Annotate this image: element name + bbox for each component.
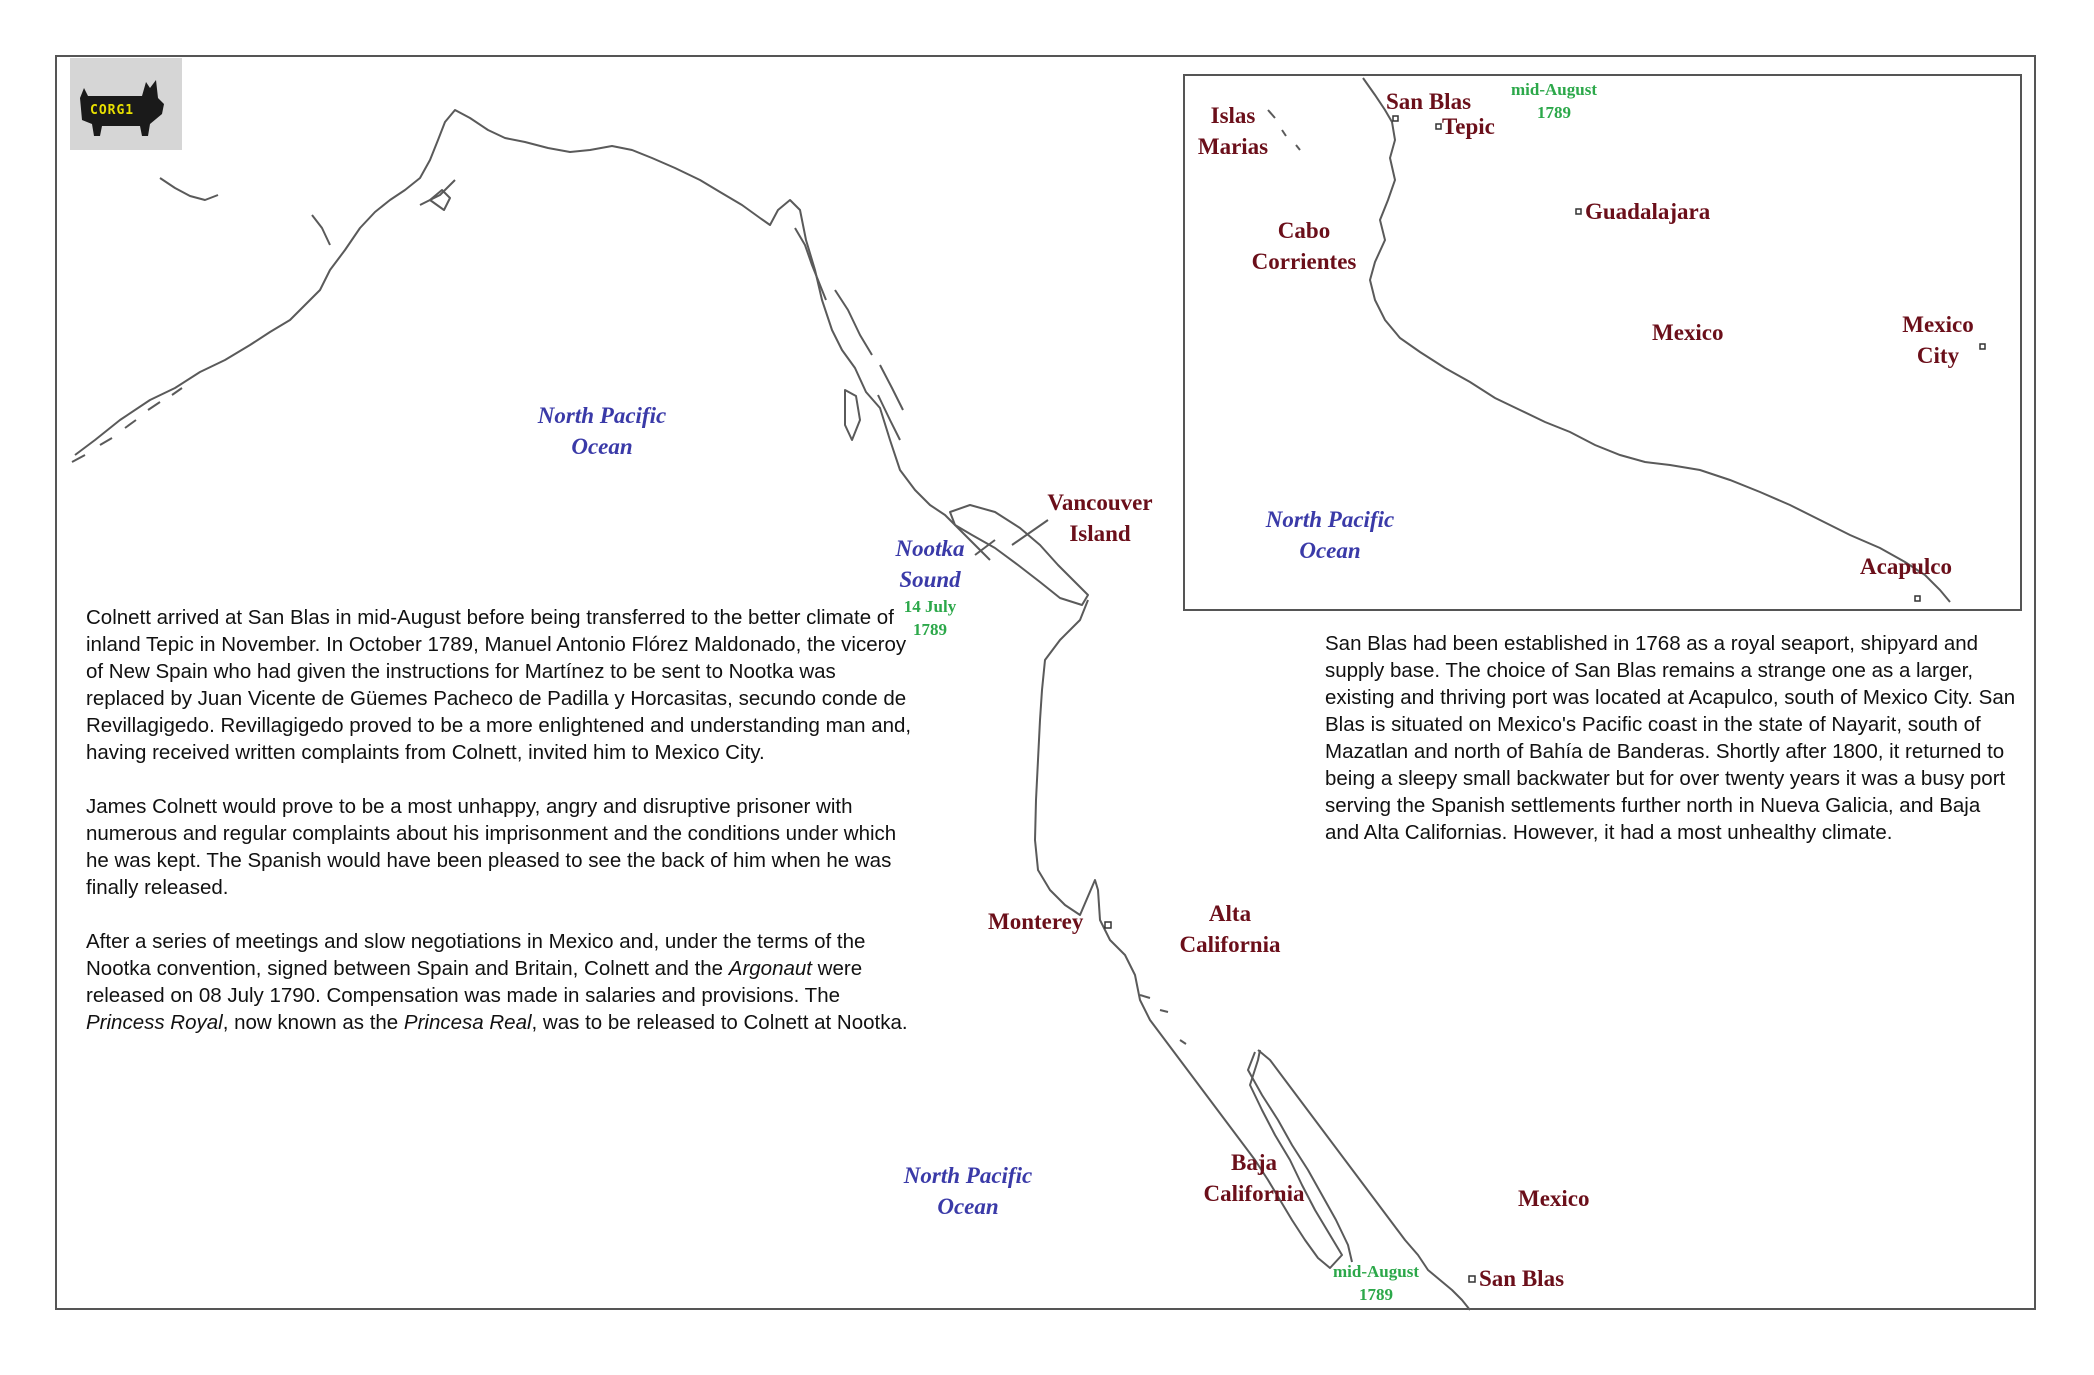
san-blas-marker [1469,1276,1475,1282]
inset-ocean-line2: Ocean [1299,538,1361,564]
san-blas-label: San Blas [1479,1266,1565,1291]
cabo-corrientes-label [1244,215,1364,277]
baja-line2: California [1203,1181,1305,1207]
islas-line1: Islas [1210,103,1256,128]
alaska-peninsula-inner [160,178,455,245]
monterey-label: Monterey [988,909,1084,934]
inset-ocean-label [1250,504,1410,566]
p3-part-c: , now known as the [222,1011,404,1034]
vancouver-line2: Island [1069,521,1131,547]
acapulco-label: Acapulco [1860,554,1952,579]
p3-part-a: After a series of meetings and slow negotiations in Mexico and, under the terms of the Nootka convention, signed between Spain and Britain, Colnett and the [86,930,866,980]
argonaut-italic: Argonaut [728,957,812,980]
north-pacific-south-label [888,1160,1048,1222]
haida-gwaii [845,390,860,440]
baja-line1: Baja [1231,1150,1277,1175]
inset-mexico-label: Mexico [1652,320,1724,345]
corgi-logo [70,58,182,150]
alta-line1: Alta [1208,901,1252,926]
inset-san-blas-label: San Blas [1386,89,1472,114]
princess-royal-italic: Princess Royal [86,1011,223,1034]
islas-line2: Marias [1197,134,1269,160]
logo-text: CORG1 [90,103,135,118]
inset-date-line1: mid-August [1511,80,1597,99]
vancouver-line1: Vancouver [1047,490,1153,515]
ocean-south-line2: Ocean [937,1194,999,1220]
inset-date-line2: 1789 [1537,102,1571,122]
mexico-city-line1: Mexico [1902,312,1974,337]
inset-date-label [1494,79,1614,125]
cabo-line1: Cabo [1277,218,1331,243]
monterey-marker [1105,922,1111,928]
islas-marias-label [1183,100,1283,162]
right-paragraph-1: San Blas had been established in 1768 as a royal seaport, shipyard and supply base. The choice of San Blas remains a strange one as a larger, existing and thriving port was located at Acapulco, south of Mexico City. San Blas is situated on Mexico's Pacific coast in the state of Nayarit, south of Mazatlan and north of Bahía de Banderas. Shortly after 1800, it returned to being a sleepy small backwater but for over twenty years it was a busy port serving the Spanish settlements further north in Nueva Galicia, and Baja and Alta Californias. However, it had a most unhealthy climate. [1325,632,2016,844]
p3-part-d: , was to be released to Colnett at Nootka. [531,1011,908,1034]
ocean-label-line1: North Pacific [537,403,667,428]
alta-california-label [1160,898,1300,960]
san-blas-date-line2: 1789 [1359,1284,1393,1304]
alta-line2: California [1179,932,1281,958]
san-blas-date-line1: mid-August [1333,1262,1419,1281]
cabo-line2: Corrientes [1251,249,1357,275]
mexico-label: Mexico [1518,1186,1590,1211]
inset-ocean-line1: North Pacific [1265,507,1395,532]
guadalajara-label: Guadalajara [1585,199,1711,224]
right-text-block [1325,630,2020,873]
north-pacific-label [522,400,682,462]
p3-part-b: were released on 08 July 1790. Compensation was made in salaries and provisions. The [86,957,863,1007]
mexico-city-line2: City [1916,343,1960,369]
vancouver-island-label [1030,487,1170,549]
san-blas-date-label [1316,1261,1436,1307]
ocean-label-line2: Ocean [571,434,633,460]
nootka-sound-label [880,533,980,595]
inset-tepic-label: Tepic [1442,114,1495,139]
ocean-south-line1: North Pacific [903,1163,1033,1188]
mexico-city-label [1888,309,1988,371]
alexander-archipelago [795,228,903,440]
nootka-date-line2: 1789 [913,619,947,639]
left-paragraph-3 [86,928,916,1036]
left-paragraph-2: James Colnett would prove to be a most unhappy, angry and disruptive prisoner with numerous and regular complaints about his imprisonment and the conditions under which he was kept. The Spanish would have been pleased to see the back of him when he was finally released. [86,795,897,899]
aleutian-islands [72,388,182,462]
left-text-block [86,604,916,1063]
nootka-line1: Nootka [895,536,965,561]
alaska-coastline [75,110,990,560]
nootka-date-line1: 14 July [903,597,957,616]
left-paragraph-1: Colnett arrived at San Blas in mid-August before being transferred to the better climate of inland Tepic in November. In October 1789, Manuel Antonio Flórez Maldonado, the viceroy of New Spain who had given the instructions for Martínez to be sent to Nootka was replaced by Juan Vicente de Güemes Pacheco de Padilla y Horcasitas, secundo conde de Revillagigedo. Revillagigedo proved to be a more enlightened and understanding man and, having received written complaints from Colnett, invited him to Mexico City. [86,606,912,764]
nootka-line2: Sound [899,567,961,593]
baja-california-label [1184,1147,1324,1209]
princesa-real-italic: Princesa Real [403,1011,532,1034]
kodiak-island [430,190,450,210]
